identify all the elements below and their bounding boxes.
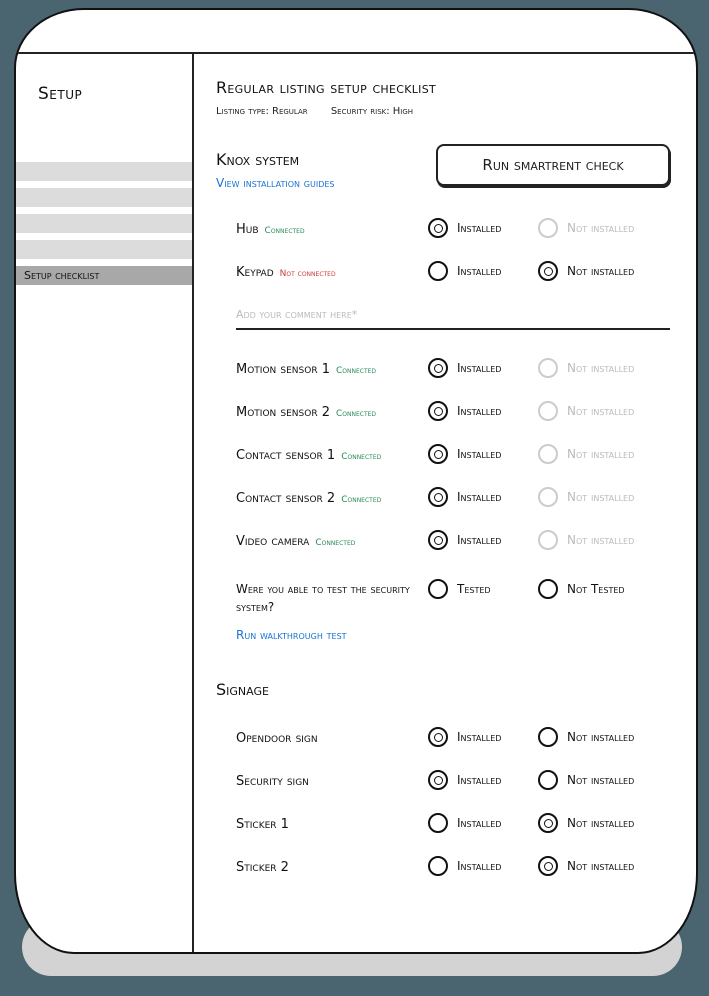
not-tested-radio[interactable]: Not Tested [538, 579, 625, 599]
not-installed-radio[interactable]: Not installed [538, 770, 634, 790]
run-walkthrough-test-link[interactable]: Run walkthrough test [236, 628, 347, 642]
not-installed-radio[interactable]: Not installed [538, 218, 634, 238]
installed-radio[interactable]: Installed [428, 487, 501, 507]
device-row-motion-sensor-1 [236, 358, 676, 384]
installed-radio[interactable]: Installed [428, 530, 501, 550]
device-row-hub [236, 218, 676, 244]
radio-selected-icon [428, 530, 448, 550]
device-label: Motion sensor 1 [236, 362, 330, 377]
connection-status: Connected [336, 366, 377, 376]
main-content [216, 54, 696, 952]
test-question: Were you able to test the security system? [236, 582, 410, 614]
radio-selected-icon [428, 218, 448, 238]
connection-status: Not connected [279, 269, 336, 279]
radio-empty-icon [538, 487, 558, 507]
signage-label: Security sign [236, 774, 309, 789]
device-label: Hub [236, 222, 259, 237]
radio-selected-icon [428, 770, 448, 790]
installed-radio[interactable]: Installed [428, 358, 501, 378]
knox-section-title: Knox system [216, 150, 300, 169]
installed-radio[interactable]: Installed [428, 218, 501, 238]
device-row-contact-sensor-1 [236, 444, 676, 470]
signage-row-security-sign [236, 770, 676, 796]
sidebar-title: Setup [38, 84, 83, 104]
device-row-video-camera [236, 530, 676, 556]
connection-status: Connected [336, 409, 377, 419]
radio-empty-icon [538, 727, 558, 747]
device-row-keypad [236, 261, 676, 287]
listing-meta [216, 106, 433, 117]
connection-status: Connected [264, 226, 305, 236]
radio-empty-icon [428, 813, 448, 833]
installed-radio[interactable]: Installed [428, 770, 501, 790]
sidebar-item-label [14, 191, 24, 204]
device-label: Contact sensor 2 [236, 491, 336, 506]
radio-selected-icon [538, 813, 558, 833]
not-installed-radio[interactable]: Not installed [538, 813, 634, 833]
radio-empty-icon [538, 218, 558, 238]
signage-row-sticker-2 [236, 856, 676, 882]
radio-selected-icon [428, 487, 448, 507]
radio-empty-icon [428, 579, 448, 599]
device-label: Motion sensor 2 [236, 405, 330, 420]
signage-section-title: Signage [216, 680, 269, 699]
listing-type: Listing type: Regular [216, 106, 308, 117]
radio-empty-icon [428, 856, 448, 876]
signage-row-sticker-1 [236, 813, 676, 839]
connection-status: Connected [341, 495, 382, 505]
app-window [14, 8, 698, 954]
tested-radio[interactable]: Tested [428, 579, 491, 599]
installed-radio[interactable]: Installed [428, 813, 501, 833]
radio-empty-icon [538, 770, 558, 790]
installed-radio[interactable]: Installed [428, 444, 501, 464]
device-label: Keypad [236, 265, 274, 280]
not-installed-radio[interactable]: Not installed [538, 261, 634, 281]
radio-empty-icon [538, 530, 558, 550]
sidebar-item-label [14, 165, 24, 178]
device-label: Video camera [236, 534, 310, 549]
signage-label: Opendoor sign [236, 731, 318, 746]
not-installed-radio[interactable]: Not installed [538, 444, 634, 464]
signage-row-opendoor-sign [236, 727, 676, 753]
sidebar-item-label [14, 243, 24, 256]
sidebar-item-setup-checklist[interactable] [14, 266, 192, 285]
radio-selected-icon [428, 444, 448, 464]
page-title: Regular listing setup checklist [216, 78, 437, 97]
not-installed-radio[interactable]: Not installed [538, 727, 634, 747]
radio-selected-icon [428, 401, 448, 421]
not-installed-radio[interactable]: Not installed [538, 530, 634, 550]
radio-empty-icon [428, 261, 448, 281]
sidebar-item-3[interactable] [14, 214, 192, 233]
radio-empty-icon [538, 444, 558, 464]
run-smartrent-check-button[interactable]: Run smartrent check [436, 144, 670, 186]
not-installed-radio[interactable]: Not installed [538, 856, 634, 876]
radio-empty-icon [538, 579, 558, 599]
signage-label: Sticker 1 [236, 817, 289, 832]
security-risk: Security risk: High [330, 106, 414, 117]
sidebar [16, 54, 194, 952]
comment-input[interactable]: Add your comment here* [236, 308, 670, 330]
signage-label: Sticker 2 [236, 860, 289, 875]
device-label: Contact sensor 1 [236, 448, 336, 463]
radio-empty-icon [538, 401, 558, 421]
not-installed-radio[interactable]: Not installed [538, 358, 634, 378]
device-row-motion-sensor-2 [236, 401, 676, 427]
sidebar-item-label: Setup checklist [24, 269, 100, 282]
connection-status: Connected [341, 452, 382, 462]
sidebar-item-4[interactable] [14, 240, 192, 259]
radio-empty-icon [538, 358, 558, 378]
sidebar-item-label [14, 217, 24, 230]
radio-selected-icon [428, 358, 448, 378]
installed-radio[interactable]: Installed [428, 727, 501, 747]
sidebar-item-2[interactable] [14, 188, 192, 207]
radio-selected-icon [538, 261, 558, 281]
radio-selected-icon [538, 856, 558, 876]
installed-radio[interactable]: Installed [428, 401, 501, 421]
top-bar [16, 10, 696, 54]
view-installation-guides-link[interactable]: View installation guides [216, 176, 335, 190]
not-installed-radio[interactable]: Not installed [538, 401, 634, 421]
connection-status: Connected [315, 538, 356, 548]
installed-radio[interactable]: Installed [428, 261, 501, 281]
sidebar-item-1[interactable] [14, 162, 192, 181]
not-installed-radio[interactable]: Not installed [538, 487, 634, 507]
test-options-row [236, 579, 676, 605]
device-row-contact-sensor-2 [236, 487, 676, 513]
radio-selected-icon [428, 727, 448, 747]
installed-radio[interactable]: Installed [428, 856, 501, 876]
